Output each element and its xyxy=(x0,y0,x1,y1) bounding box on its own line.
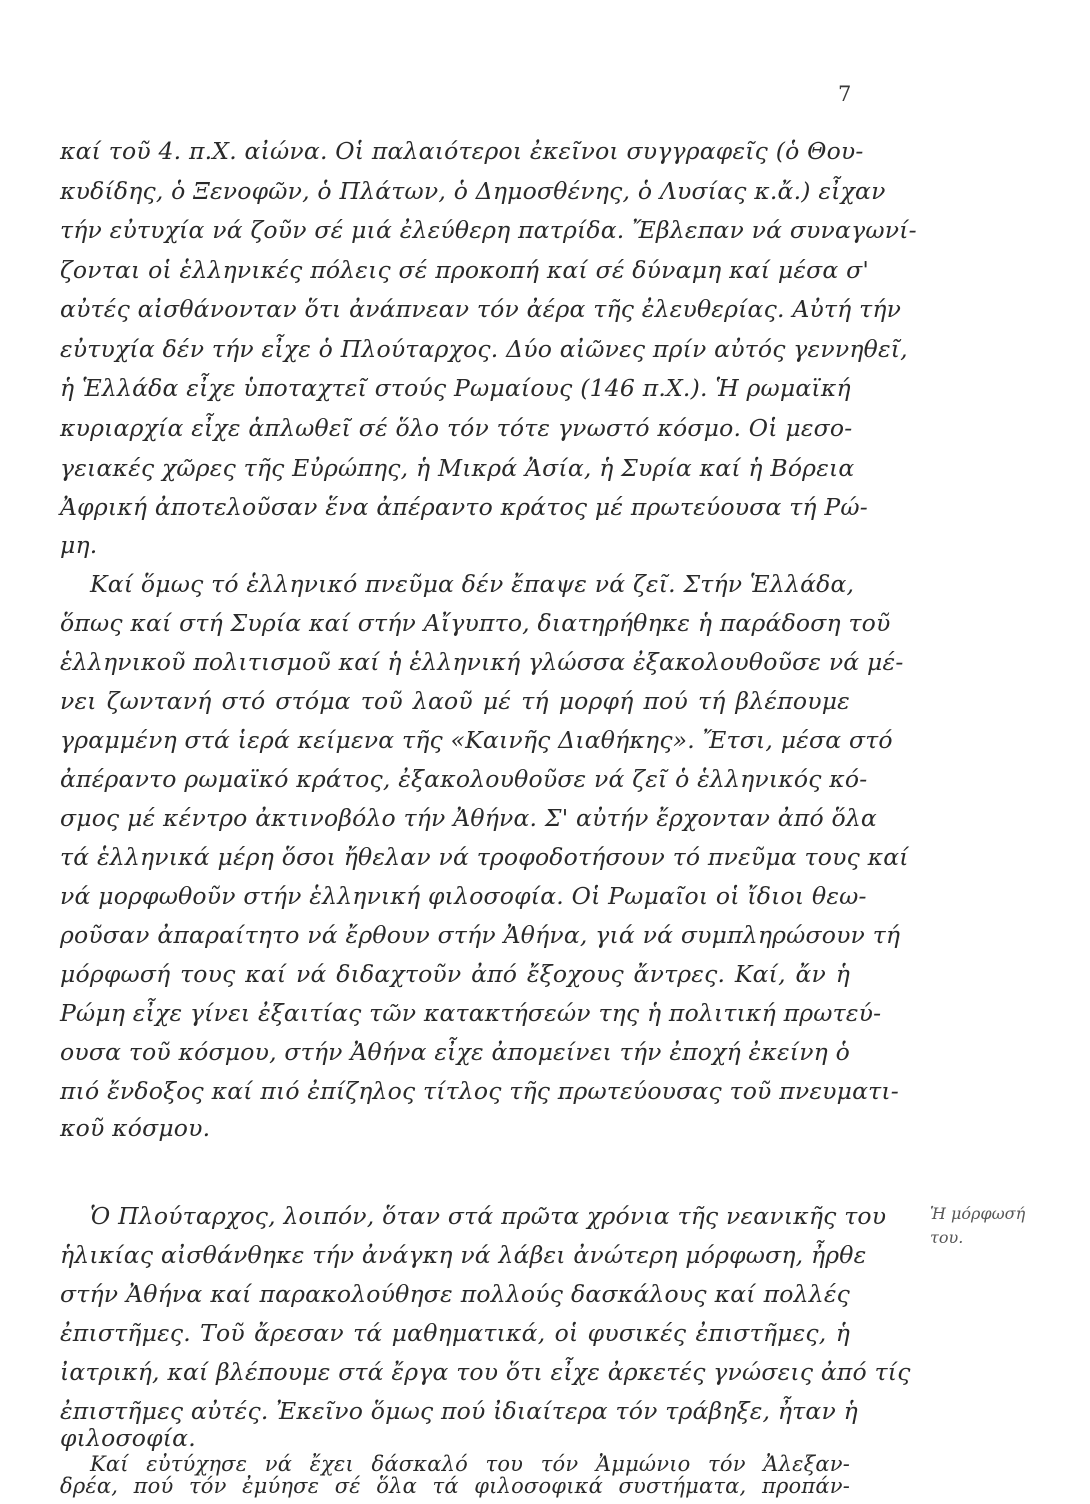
text-line: ἀπέραντο ρωμαϊκό κράτος, ἐξακολουθοῦσε νά ζεῖ ὁ ἑλληνικός κό- xyxy=(60,765,868,793)
text-line: ἡλικίας αἰσθάνθηκε τήν ἀνάγκη νά λάβει ἀνώτερη μόρφωση, ἦρθε xyxy=(60,1241,867,1269)
text-line: Ὁ Πλούταρχος, λοιπόν, ὅταν στά πρῶτα χρόνια τῆς νεανικῆς του xyxy=(90,1202,887,1230)
text-line: δρέα, πού τόν ἐμύησε σέ ὅλα τά φιλοσοφικά συστήματα, προπάν- xyxy=(60,1474,850,1498)
text-line: ὅπως καί στή Συρία καί στήν Αἴγυπτο, διατηρήθηκε ἡ παράδοση τοῦ xyxy=(60,609,891,637)
page-number: 7 xyxy=(838,82,852,106)
text-line: κυδίδης, ὁ Ξενοφῶν, ὁ Πλάτων, ὁ Δημοσθένης, ὁ Λυσίας κ.ἄ.) εἶχαν xyxy=(60,177,886,205)
text-line: Καί ὅμως τό ἑλληνικό πνεῦμα δέν ἔπαψε νά ζεῖ. Στήν Ἑλλάδα, xyxy=(90,570,855,598)
text-line: ζονται οἱ ἑλληνικές πόλεις σέ προκοπή καί σέ δύναμη καί μέσα σ' xyxy=(60,256,870,284)
text-line: ἐπιστῆμες αὐτές. Ἐκεῖνο ὅμως πού ἰδιαίτερα τόν τράβηξε, ἦταν ἡ xyxy=(60,1397,858,1425)
text-line: πιό ἔνδοξος καί πιό ἐπίζηλος τίτλος τῆς πρωτεύουσας τοῦ πνευματι- xyxy=(60,1077,899,1105)
text-line: νά μορφωθοῦν στήν ἑλληνική φιλοσοφία. Οἱ Ρωμαῖοι οἱ ἴδιοι θεω- xyxy=(60,882,867,910)
text-line: ἐπιστῆμες. Τοῦ ἄρεσαν τά μαθηματικά, οἱ φυσικές ἐπιστῆμες, ἡ xyxy=(60,1319,850,1347)
text-line: ουσα τοῦ κόσμου, στήν Ἀθήνα εἶχε ἀπομείνει τήν ἐποχή ἐκείνη ὁ xyxy=(60,1038,850,1066)
text-line: ἑλληνικοῦ πολιτισμοῦ καί ἡ ἑλληνική γλώσσα ἐξακολουθοῦσε νά μέ- xyxy=(60,648,904,676)
text-line: φιλοσοφία. xyxy=(60,1424,196,1452)
text-line: μόρφωσή τους καί νά διδαχτοῦν ἀπό ἔξοχους ἄντρες. Καί, ἄν ἡ xyxy=(60,960,850,988)
text-line: ροῦσαν ἀπαραίτητο νά ἔρθουν στήν Ἀθήνα, γιά νά συμπληρώσουν τή xyxy=(60,921,901,949)
text-line: γειακές χῶρες τῆς Εὐρώπης, ἡ Μικρά Ἀσία, ἡ Συρία καί ἡ Βόρεια xyxy=(60,454,855,482)
margin-note xyxy=(930,1202,1070,1250)
text-line: κυριαρχία εἶχε ἁπλωθεῖ σέ ὅλο τόν τότε γνωστό κόσμο. Οἱ μεσο- xyxy=(60,414,853,442)
text-line: ἰατρική, καί βλέπουμε στά ἔργα του ὅτι εἶχε ἀρκετές γνώσεις ἀπό τίς xyxy=(60,1358,911,1386)
margin-note-line: του. xyxy=(930,1228,964,1247)
text-line: κοῦ κόσμου. xyxy=(60,1114,211,1142)
text-line: Καί εὐτύχησε νά ἔχει δάσκαλό του τόν Ἀμμώνιο τόν Ἀλεξαν- xyxy=(90,1452,850,1476)
text-line: τά ἑλληνικά μέρη ὅσοι ἤθελαν νά τροφοδοτήσουν τό πνεῦμα τους καί xyxy=(60,843,909,871)
text-line: τήν εὐτυχία νά ζοῦν σέ μιά ἐλεύθερη πατρίδα. Ἔβλεπαν νά συναγωνί- xyxy=(60,216,917,244)
text-line: μη. xyxy=(60,531,98,559)
text-line: στήν Ἀθήνα καί παρακολούθησε πολλούς δασκάλους καί πολλές xyxy=(60,1280,850,1308)
text-line: σμος μέ κέντρο ἀκτινοβόλο τήν Ἀθήνα. Σ' αὐτήν ἔρχονταν ἀπό ὅλα xyxy=(60,804,877,832)
text-line: εὐτυχία δέν τήν εἶχε ὁ Πλούταρχος. Δύο αἰῶνες πρίν αὐτός γεννηθεῖ, xyxy=(60,335,908,363)
text-line: γραμμένη στά ἱερά κείμενα τῆς «Καινῆς Διαθήκης». Ἔτσι, μέσα στό xyxy=(60,726,893,754)
text-line: ἡ Ἑλλάδα εἶχε ὑποταχτεῖ στούς Ρωμαίους (146 π.Χ.). Ἡ ρωμαϊκή xyxy=(60,374,851,402)
text-line: νει ζωντανή στό στόμα τοῦ λαοῦ μέ τή μορφή πού τή βλέπουμε xyxy=(60,687,850,715)
margin-note-line: Ἡ μόρφωσή xyxy=(930,1204,1026,1223)
text-line: καί τοῦ 4. π.Χ. αἰώνα. Οἱ παλαιότεροι ἐκεῖνοι συγγραφεῖς (ὁ Θου- xyxy=(60,137,864,165)
text-line: αὐτές αἰσθάνονταν ὅτι ἀνάπνεαν τόν ἀέρα τῆς ἐλευθερίας. Αὐτή τήν xyxy=(60,295,902,323)
text-line: Ρώμη εἶχε γίνει ἐξαιτίας τῶν κατακτήσεών της ἡ πολιτική πρωτεύ- xyxy=(60,999,882,1027)
text-line: Ἀφρική ἀποτελοῦσαν ἕνα ἀπέραντο κράτος μέ πρωτεύουσα τή Ρώ- xyxy=(60,493,868,521)
